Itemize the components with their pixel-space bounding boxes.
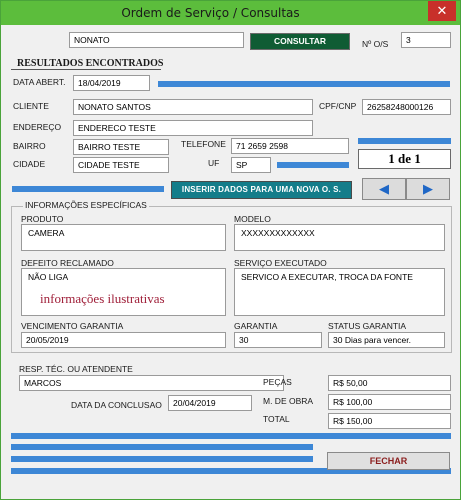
total-field[interactable]: R$ 150,00	[328, 413, 451, 429]
decorative-bar	[158, 81, 450, 87]
produto-label: PRODUTO	[21, 214, 64, 224]
defeito-field[interactable]: NÃO LIGA	[21, 268, 226, 316]
results-header: RESULTADOS ENCONTRADOS	[17, 58, 164, 69]
uf-label: UF	[208, 158, 220, 168]
arrow-left-icon: ◀	[379, 181, 389, 196]
resp-tecnico-label: RESP. TÉC. OU ATENDENTE	[19, 364, 133, 374]
endereco-label: ENDEREÇO	[13, 122, 62, 132]
garantia-field[interactable]: 30	[234, 332, 322, 348]
servico-label: SERVIÇO EXECUTADO	[234, 258, 327, 268]
results-divider	[11, 69, 161, 70]
data-conclusao-field[interactable]: 20/04/2019	[168, 395, 252, 411]
total-label: TOTAL	[263, 414, 290, 424]
decorative-bar	[277, 162, 349, 168]
os-number-field[interactable]: 3	[401, 32, 451, 48]
status-garantia-field[interactable]: 30 Dias para vencer.	[328, 332, 445, 348]
vencimento-label: VENCIMENTO GARANTIA	[21, 321, 124, 331]
modelo-field[interactable]: XXXXXXXXXXXXX	[234, 224, 445, 251]
produto-field[interactable]: CAMERA	[21, 224, 226, 251]
servico-field[interactable]: SERVICO A EXECUTAR, TROCA DA FONTE	[234, 268, 445, 316]
resp-tecnico-field[interactable]: MARCOS	[19, 375, 284, 391]
decorative-bar	[11, 444, 313, 450]
window-title: Ordem de Serviço / Consultas	[121, 6, 300, 20]
bairro-label: BAIRRO	[13, 141, 46, 151]
cidade-field[interactable]: CIDADE TESTE	[73, 157, 169, 173]
cpf-field[interactable]: 26258248000126	[362, 99, 451, 115]
decorative-bar	[12, 186, 164, 192]
garantia-label: GARANTIA	[234, 321, 278, 331]
status-garantia-label: STATUS GARANTIA	[328, 321, 407, 331]
title-bar	[1, 1, 460, 25]
prev-record-button[interactable]	[362, 178, 406, 200]
close-button[interactable]: ✕	[428, 1, 456, 21]
cpf-label: CPF/CNP	[319, 101, 357, 111]
telefone-field[interactable]: 71 2659 2598	[231, 138, 349, 154]
modelo-label: MODELO	[234, 214, 271, 224]
os-number-label: Nº O/S	[362, 39, 389, 49]
endereco-field[interactable]: ENDERECO TESTE	[73, 120, 313, 136]
data-abertura-label: DATA ABERT.	[13, 77, 66, 87]
data-abertura-field[interactable]: 18/04/2019	[73, 75, 150, 91]
pecas-field[interactable]: R$ 50,00	[328, 375, 451, 391]
fechar-button[interactable]: FECHAR	[327, 452, 450, 470]
decorative-bar	[11, 433, 451, 439]
record-counter: 1 de 1	[358, 149, 451, 169]
cliente-field[interactable]: NONATO SANTOS	[73, 99, 313, 115]
decorative-bar	[358, 138, 451, 144]
cidade-label: CIDADE	[13, 159, 46, 169]
uf-field[interactable]: SP	[231, 157, 271, 173]
next-record-button[interactable]	[406, 178, 450, 200]
vencimento-field[interactable]: 20/05/2019	[21, 332, 226, 348]
info-group-title: INFORMAÇÕES ESPECÍFICAS	[25, 200, 147, 210]
pecas-label: PEÇAS	[263, 377, 292, 387]
inserir-dados-button[interactable]: INSERIR DADOS PARA UMA NOVA O. S.	[171, 181, 352, 199]
mao-obra-label: M. DE OBRA	[263, 396, 314, 406]
telefone-label: TELEFONE	[181, 139, 226, 149]
defeito-label: DEFEITO RECLAMADO	[21, 258, 114, 268]
search-input[interactable]: NONATO	[69, 32, 244, 48]
bairro-field[interactable]: BAIRRO TESTE	[73, 139, 169, 155]
consultar-button[interactable]: CONSULTAR	[250, 33, 350, 50]
decorative-bar	[11, 456, 313, 462]
data-conclusao-label: DATA DA CONCLUSAO	[71, 400, 162, 410]
cliente-label: CLIENTE	[13, 101, 49, 111]
arrow-right-icon: ▶	[423, 181, 433, 196]
mao-obra-field[interactable]: R$ 100,00	[328, 394, 451, 410]
illustrative-watermark: informações ilustrativas	[40, 291, 165, 306]
